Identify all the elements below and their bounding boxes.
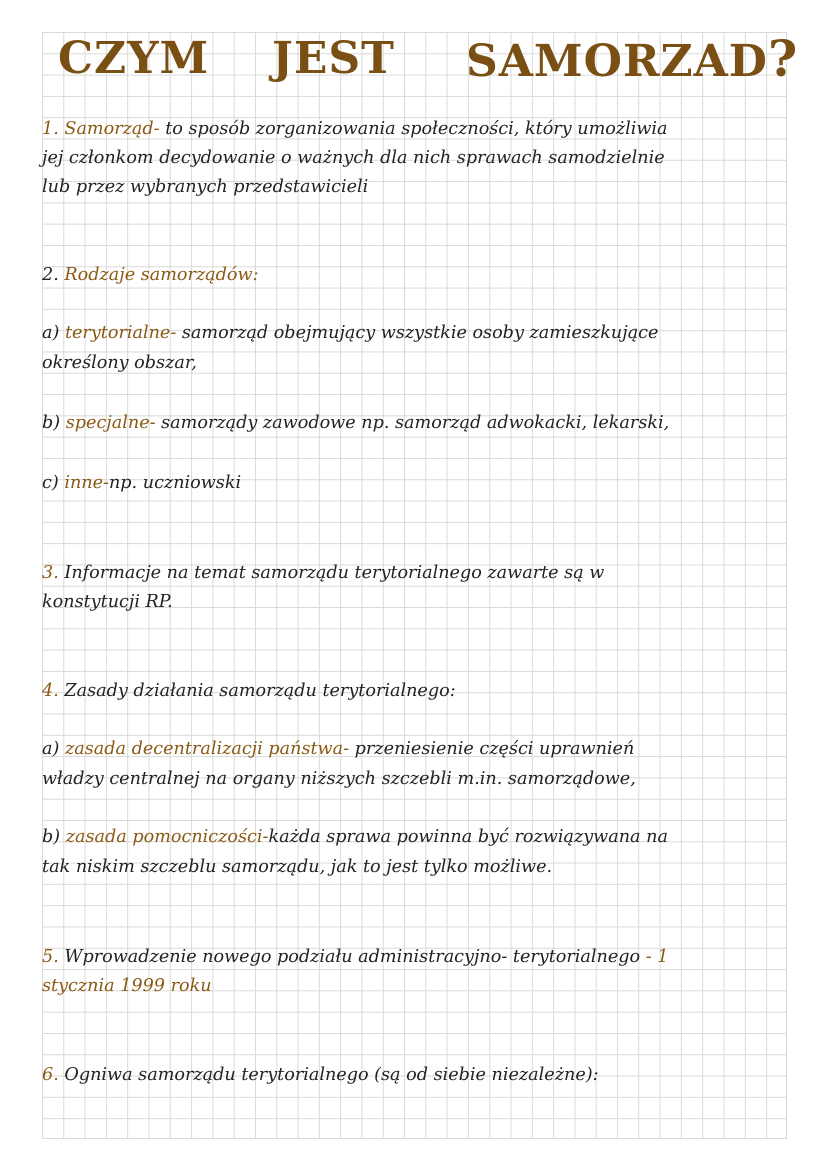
grid-paper — [42, 32, 787, 1139]
section-2-item-b: b) specjalne- samorządy zawodowe np. samorząd adwokacki, lekarski, — [42, 413, 670, 433]
term-decentralizacja: zasada decentralizacji państwa- — [64, 739, 355, 759]
term-terytorialne: terytorialne- — [64, 323, 182, 343]
section-4-item-a-line-2: władzy centralnej na organy niższych szczebli m.in. samorządowe, — [42, 769, 636, 789]
section-4-item-b-line-2: tak niskim szczeblu samorządu, jak to jest tylko możliwe. — [42, 857, 553, 877]
section-4-item-b: b) zasada pomocniczości-każda sprawa powinna być rozwiązywana na — [42, 827, 668, 847]
section-2-item-a-line-2: określony obszar, — [42, 353, 197, 373]
section-6-line-1: 6. Ogniwa samorządu terytorialnego (są od siebie niezależne): — [42, 1065, 599, 1085]
section-3-line-2: konstytucji RP. — [42, 592, 173, 612]
section-5-line-1: 5. Wprowadzenie nowego podziału administracyjno- terytorialnego - 1 — [42, 947, 669, 967]
section-1-line-2: jej członkom decydowanie o ważnych dla nich sprawach samodzielnie — [42, 148, 665, 168]
section-1-line-3: lub przez wybranych przedstawicieli — [42, 177, 369, 197]
question-mark: ? — [767, 29, 799, 88]
section-2-item-c: c) inne-np. uczniowski — [42, 473, 242, 493]
term-pomocniczosc: zasada pomocniczości- — [65, 827, 269, 847]
title-word-jest: JEST — [272, 33, 395, 84]
title-word-czym: CZYM — [58, 33, 210, 84]
section-2-item-a: a) terytorialne- samorząd obejmujący wszystkie osoby zamieszkujące — [42, 323, 659, 343]
section-5-date: stycznia 1999 roku — [42, 976, 212, 996]
term-specjalne: specjalne- — [65, 413, 162, 433]
term-inne: inne- — [64, 473, 109, 493]
term-samorzad: Samorząd- — [64, 119, 166, 139]
section-4-item-a: a) zasada decentralizacji państwa- przeniesienie części uprawnień — [42, 739, 635, 759]
title-word-samorzad: SAMORZAD? — [466, 29, 799, 88]
section-2-heading: 2. Rodzaje samorządów: — [42, 265, 259, 285]
section-3-line-1: 3. Informacje na temat samorządu terytorialnego zawarte są w — [42, 563, 605, 583]
section-4-heading: 4. Zasady działania samorządu terytorialnego: — [42, 681, 456, 701]
section-1-line-1: 1. Samorząd- to sposób zorganizowania społeczności, który umożliwia — [42, 119, 668, 139]
